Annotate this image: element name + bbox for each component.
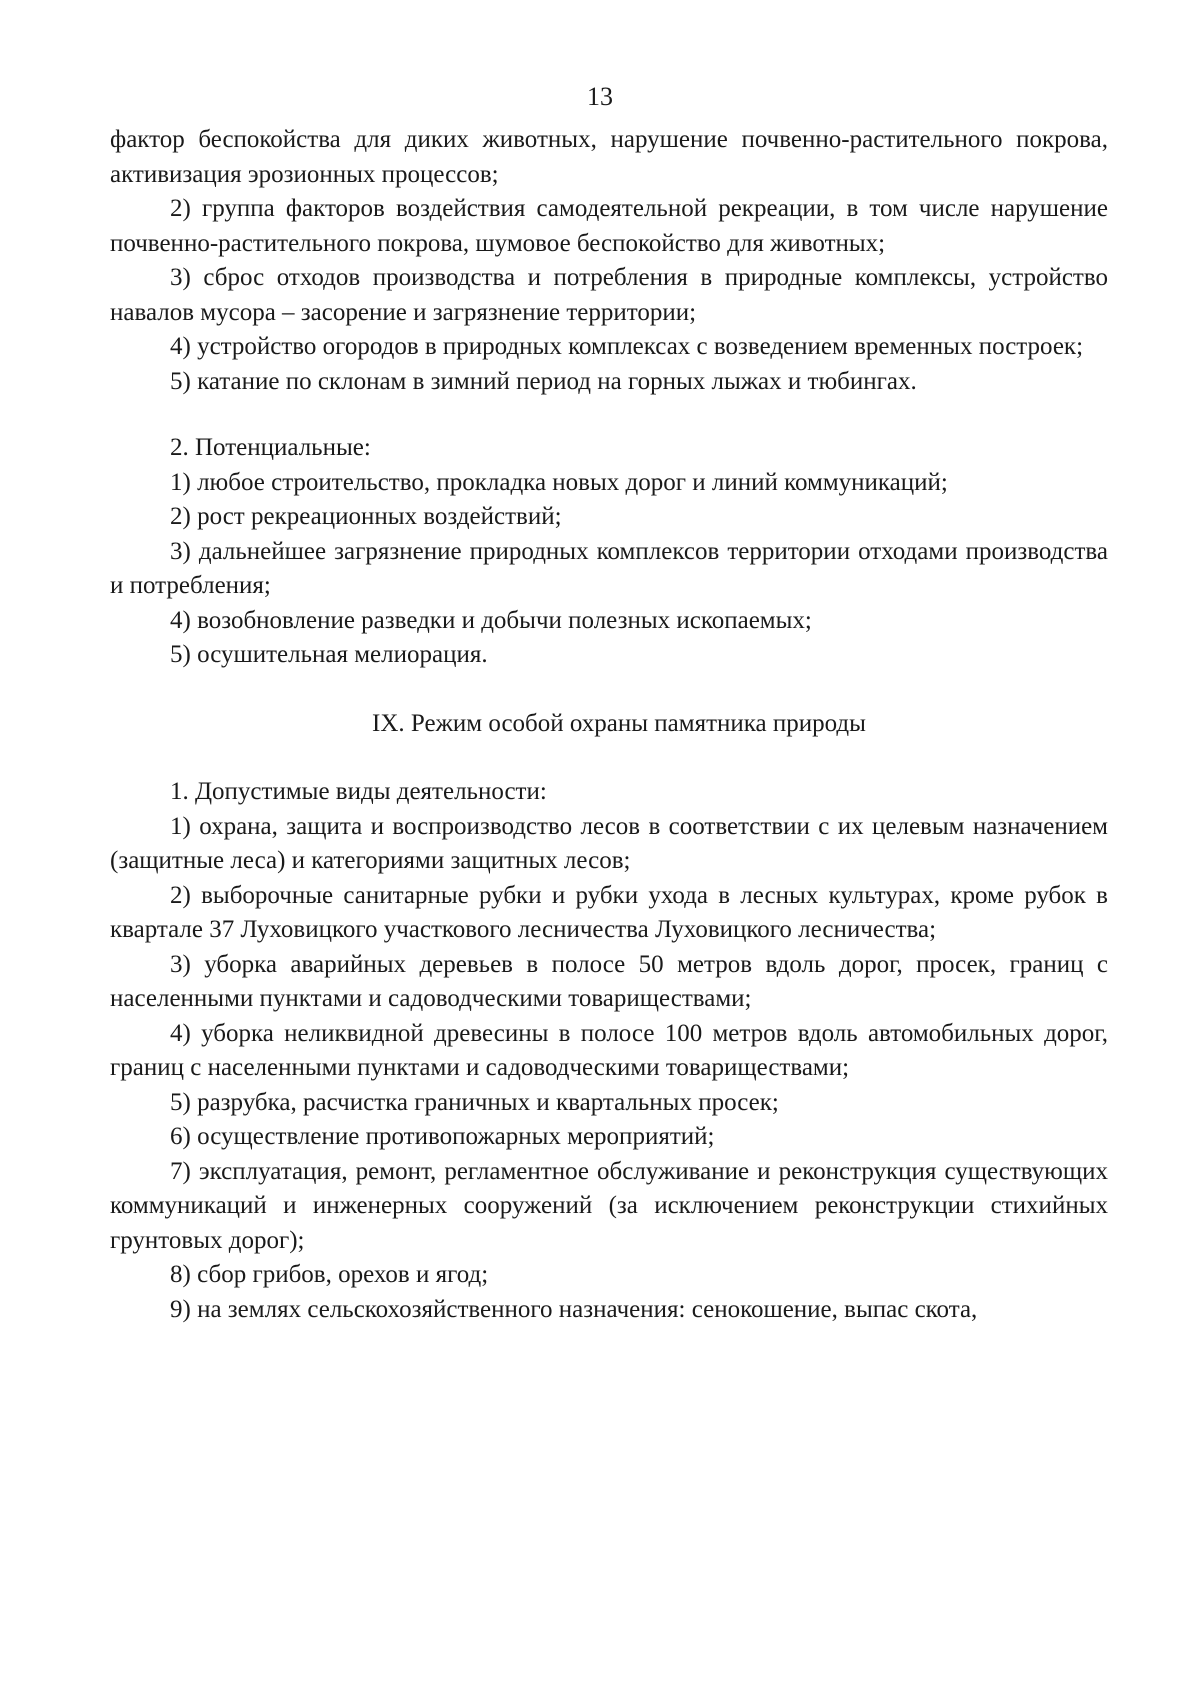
spacer: [110, 741, 1108, 775]
subsection-title: 1. Допустимые виды деятельности:: [170, 778, 547, 805]
subsection-title: 2. Потенциальные:: [170, 434, 371, 461]
section-heading: IX. Режим особой охраны памятника природы: [372, 709, 866, 737]
spacer: [110, 673, 1108, 707]
list-item: 4) устройство огородов в природных комплексах с возведением временных построек;: [170, 333, 1084, 360]
list-item: 4) уборка неликвидной древесины в полосе 100 метров вдоль автомобильных дорог, границ с населенными пунктами и садоводческими товариществами;: [110, 1019, 1108, 1081]
list-item: 6) осуществление противопожарных мероприятий;: [170, 1123, 715, 1150]
list-item: 5) катание по склонам в зимний период на горных лыжах и тюбингах.: [170, 367, 917, 395]
spacer: [110, 399, 1108, 431]
list-item: 2) группа факторов воздействия самодеятельной рекреации, в том числе нарушение почвенно-растительного покрова, шумовое беспокойство для животных;: [110, 195, 1108, 257]
list-item: 1) любое строительство, прокладка новых дорог и линий коммуникаций;: [170, 468, 948, 496]
list-item: 4) возобновление разведки и добычи полезных ископаемых;: [170, 606, 812, 634]
list-item: 3) дальнейшее загрязнение природных комплексов территории отходами производства и потребления;: [110, 537, 1108, 599]
list-item: 3) уборка аварийных деревьев в полосе 50 метров вдоль дорог, просек, границ с населенными пунктами и садоводческими товариществами;: [110, 950, 1108, 1012]
list-item: 3) сброс отходов производства и потребления в природные комплексы, устройство навалов мусора – засорение и загрязнение территории;: [110, 264, 1108, 326]
page-number: 13: [587, 82, 613, 111]
list-item: 9) на землях сельскохозяйственного назначения: сенокошение, выпас скота,: [170, 1295, 978, 1323]
list-item: 7) эксплуатация, ремонт, регламентное обслуживание и реконструкция существующих коммуникаций и инженерных сооружений (за исключением реконструкции стихийных грунтовых дорог);: [110, 1157, 1108, 1254]
list-item: 1) охрана, защита и воспроизводство лесов в соответствии с их целевым назначением (защитные леса) и категориями защитных лесов;: [110, 812, 1108, 874]
list-item: 2) выборочные санитарные рубки и рубки ухода в лесных культурах, кроме рубок в квартале 37 Луховицкого участкового лесничества Луховицкого лесничества;: [110, 881, 1108, 943]
list-item: 5) осушительная мелиорация.: [170, 641, 488, 668]
paragraph: фактор беспокойства для диких животных, нарушение почвенно-растительного покрова, активизация эрозионных процессов;: [110, 126, 1108, 188]
list-item: 2) рост рекреационных воздействий;: [170, 503, 562, 530]
list-item: 8) сбор грибов, орехов и ягод;: [170, 1261, 489, 1288]
document-body: [110, 123, 1108, 1327]
list-item: 5) разрубка, расчистка граничных и квартальных просек;: [170, 1088, 779, 1116]
